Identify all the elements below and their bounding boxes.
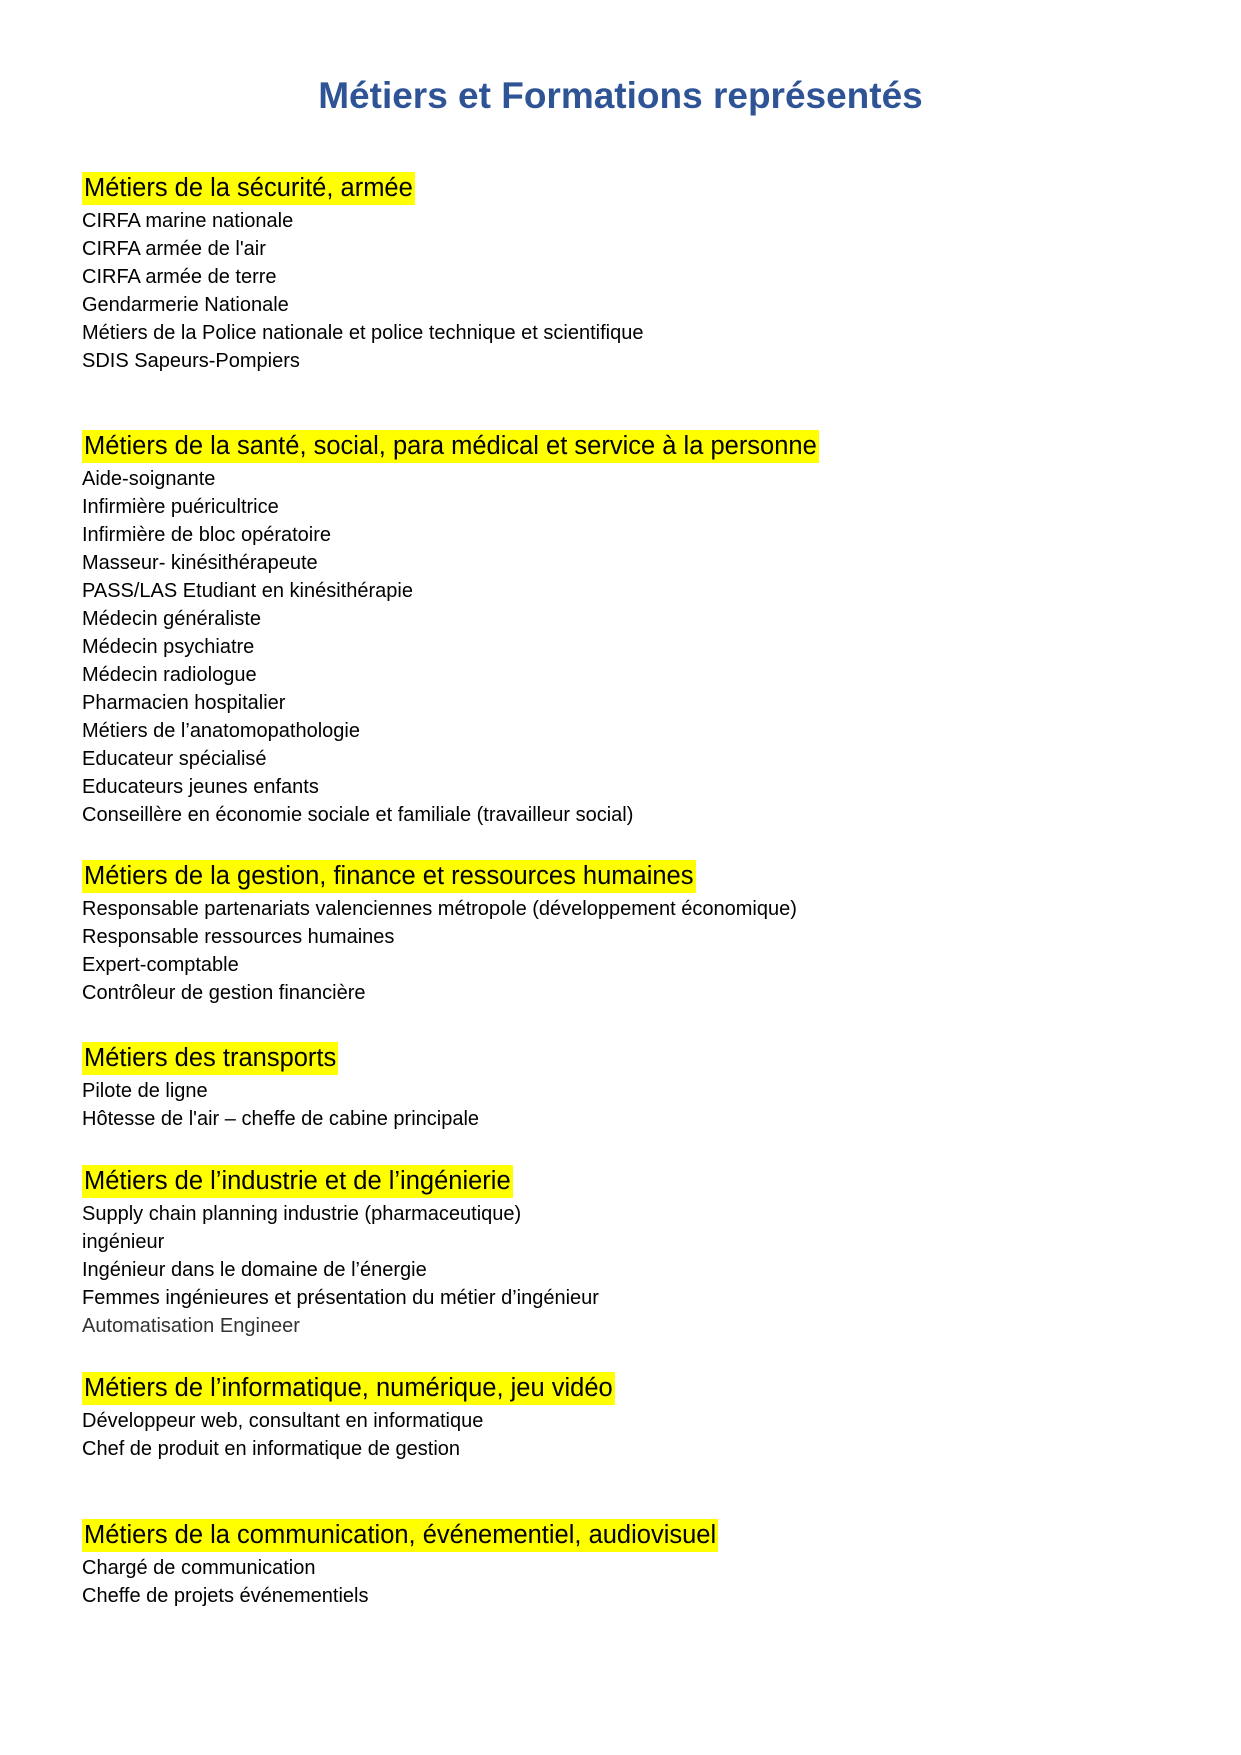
- section-informatique: [82, 1372, 1182, 1463]
- item-list: [82, 1407, 1182, 1463]
- list-item: Pharmacien hospitalier: [82, 692, 286, 714]
- item-list: [82, 1077, 1182, 1133]
- list-item: CIRFA armée de l'air: [82, 238, 266, 260]
- list-item: Hôtesse de l'air – cheffe de cabine principale: [82, 1108, 480, 1130]
- list-item: Masseur- kinésithérapeute: [82, 552, 318, 574]
- section-heading: Métiers de la gestion, finance et ressources humaines: [82, 860, 696, 893]
- list-item: Responsable ressources humaines: [82, 926, 395, 948]
- list-item: Chargé de communication: [82, 1557, 316, 1579]
- section-heading: Métiers de l’industrie et de l’ingénierie: [82, 1165, 513, 1198]
- section-sante: [82, 430, 1182, 829]
- list-item: Infirmière de bloc opératoire: [82, 524, 332, 546]
- list-item: Infirmière puéricultrice: [82, 496, 279, 518]
- list-item: Médecin psychiatre: [82, 636, 255, 658]
- list-item: SDIS Sapeurs-Pompiers: [82, 350, 300, 372]
- list-item: PASS/LAS Etudiant en kinésithérapie: [82, 580, 413, 602]
- list-item: Médecin radiologue: [82, 664, 257, 686]
- list-item: Métiers de l’anatomopathologie: [82, 720, 360, 742]
- section-communication: [82, 1519, 1182, 1610]
- list-item: Femmes ingénieures et présentation du métier d’ingénieur: [82, 1287, 599, 1309]
- item-list: [82, 207, 1182, 375]
- section-industrie: [82, 1165, 1182, 1340]
- list-item: Aide-soignante: [82, 468, 216, 490]
- list-item: Responsable partenariats valenciennes métropole (développement économique): [82, 898, 797, 920]
- section-transports: [82, 1042, 1182, 1133]
- item-list: [82, 465, 1182, 829]
- list-item: Educateurs jeunes enfants: [82, 776, 319, 798]
- section-heading: Métiers de la communication, événementiel, audiovisuel: [82, 1519, 718, 1552]
- section-heading: Métiers des transports: [82, 1042, 338, 1075]
- list-item: Automatisation Engineer: [82, 1315, 300, 1337]
- list-item: CIRFA armée de terre: [82, 266, 277, 288]
- section-heading: Métiers de la sécurité, armée: [82, 172, 415, 205]
- list-item: Cheffe de projets événementiels: [82, 1585, 369, 1607]
- list-item: Educateur spécialisé: [82, 748, 267, 770]
- item-list: [82, 1200, 1182, 1340]
- page-title: Métiers et Formations représentés: [318, 75, 923, 116]
- item-list: [82, 895, 1182, 1007]
- list-item: Supply chain planning industrie (pharmaceutique): [82, 1203, 522, 1225]
- section-gestion: [82, 860, 1182, 1007]
- list-item: ingénieur: [82, 1231, 165, 1253]
- list-item: Conseillère en économie sociale et familiale (travailleur social): [82, 804, 634, 826]
- section-heading: Métiers de la santé, social, para médical et service à la personne: [82, 430, 819, 463]
- list-item: Métiers de la Police nationale et police technique et scientifique: [82, 322, 644, 344]
- section-securite: [82, 172, 1182, 375]
- list-item: CIRFA marine nationale: [82, 210, 294, 232]
- list-item: Gendarmerie Nationale: [82, 294, 289, 316]
- item-list: [82, 1554, 1182, 1610]
- list-item: Médecin généraliste: [82, 608, 261, 630]
- list-item: Développeur web, consultant en informatique: [82, 1410, 484, 1432]
- section-heading: Métiers de l’informatique, numérique, jeu vidéo: [82, 1372, 615, 1405]
- list-item: Chef de produit en informatique de gestion: [82, 1438, 461, 1460]
- list-item: Contrôleur de gestion financière: [82, 982, 366, 1004]
- list-item: Pilote de ligne: [82, 1080, 208, 1102]
- list-item: Expert-comptable: [82, 954, 239, 976]
- list-item: Ingénieur dans le domaine de l’énergie: [82, 1259, 427, 1281]
